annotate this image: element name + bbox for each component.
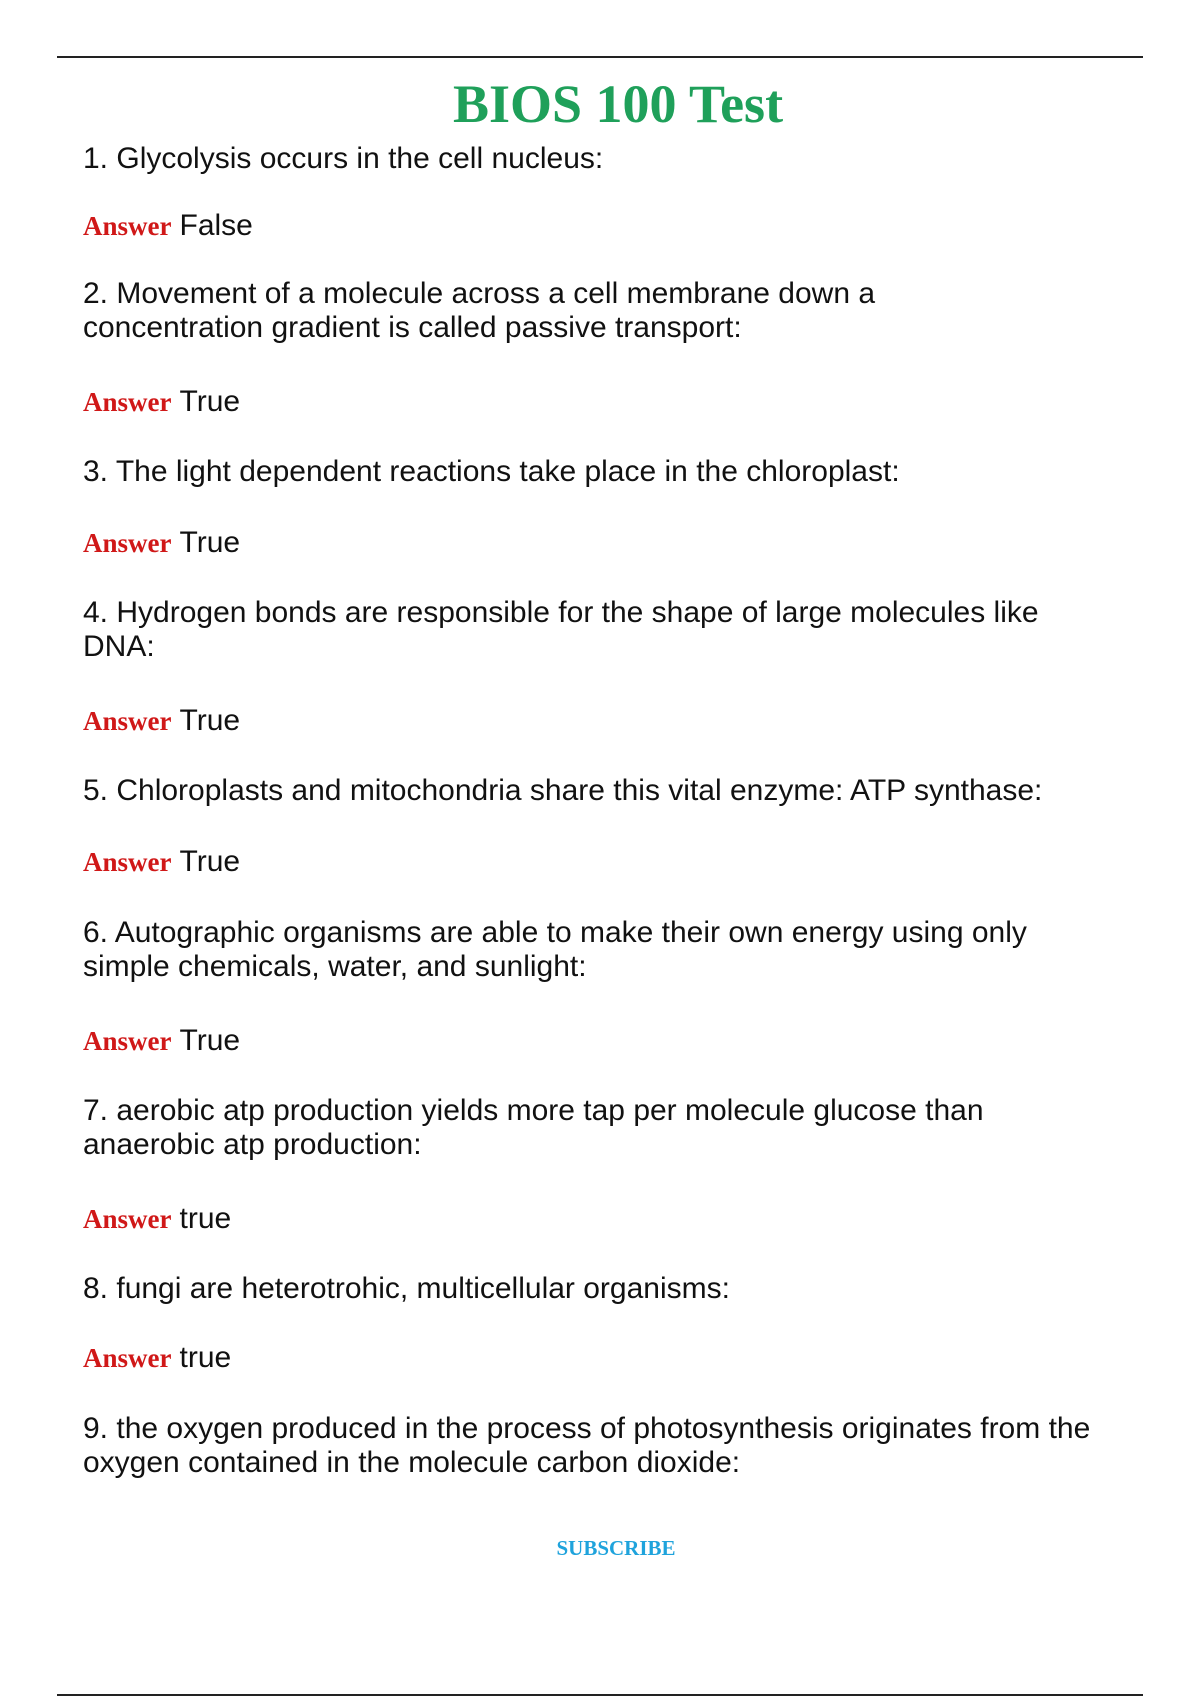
answer-value: True — [179, 845, 241, 878]
question-text: 7. aerobic atp production yields more tap per molecule glucose than anaerobic atp production: — [83, 1094, 984, 1161]
question-text: 2. Movement of a molecule across a cell membrane down a concentration gradient is called passive transport: — [83, 277, 876, 344]
question-block-6 — [83, 916, 1103, 984]
answer-value: true — [179, 1202, 232, 1235]
question-text: 9. the oxygen produced in the process of photosynthesis originates from the oxygen contained in the molecule carbon dioxide: — [83, 1412, 1091, 1479]
answer-value: False — [179, 209, 253, 242]
question-block-9 — [83, 1412, 1143, 1480]
answer-label: Answer — [83, 1343, 172, 1373]
answer-row-1 — [83, 209, 1123, 243]
question-block-4 — [83, 596, 1083, 664]
answer-row-8 — [83, 1341, 1123, 1375]
top-divider — [57, 56, 1143, 58]
answer-row-5 — [83, 845, 1123, 879]
answer-row-6 — [83, 1024, 1123, 1058]
question-text: 5. Chloroplasts and mitochondria share this vital enzyme: ATP synthase: — [83, 774, 1043, 807]
answer-label: Answer — [83, 1026, 172, 1056]
question-text: 8. fungi are heterotrohic, multicellular organisms: — [83, 1272, 730, 1305]
question-text: 3. The light dependent reactions take place in the chloroplast: — [83, 455, 900, 488]
question-block-3 — [83, 455, 1123, 489]
answer-label: Answer — [83, 211, 172, 241]
answer-row-2 — [83, 385, 1123, 419]
question-block-2 — [83, 277, 983, 345]
answer-row-7 — [83, 1202, 1123, 1236]
answer-row-3 — [83, 526, 1123, 560]
question-text: 6. Autographic organisms are able to make their own energy using only simple chemicals, water, and sunlight: — [83, 916, 1027, 983]
answer-label: Answer — [83, 706, 172, 736]
question-block-7 — [83, 1094, 1073, 1162]
question-text: 1. Glycolysis occurs in the cell nucleus: — [83, 142, 604, 175]
bottom-divider — [57, 1694, 1143, 1696]
answer-label: Answer — [83, 1204, 172, 1234]
answer-label: Answer — [83, 528, 172, 558]
answer-label: Answer — [83, 847, 172, 877]
subscribe-link[interactable]: SUBSCRIBE — [556, 1536, 676, 1560]
answer-value: True — [179, 526, 241, 559]
answer-row-4 — [83, 704, 1123, 738]
answer-value: True — [179, 385, 241, 418]
question-block-5 — [83, 774, 1143, 808]
answer-label: Answer — [83, 387, 172, 417]
answer-value: True — [179, 704, 241, 737]
document-title: BIOS 100 Test — [452, 74, 784, 134]
question-block-8 — [83, 1272, 1123, 1306]
answer-value: True — [179, 1024, 241, 1057]
question-text: 4. Hydrogen bonds are responsible for the shape of large molecules like DNA: — [83, 596, 1039, 663]
question-block-1 — [83, 142, 1123, 176]
answer-value: true — [179, 1341, 232, 1374]
